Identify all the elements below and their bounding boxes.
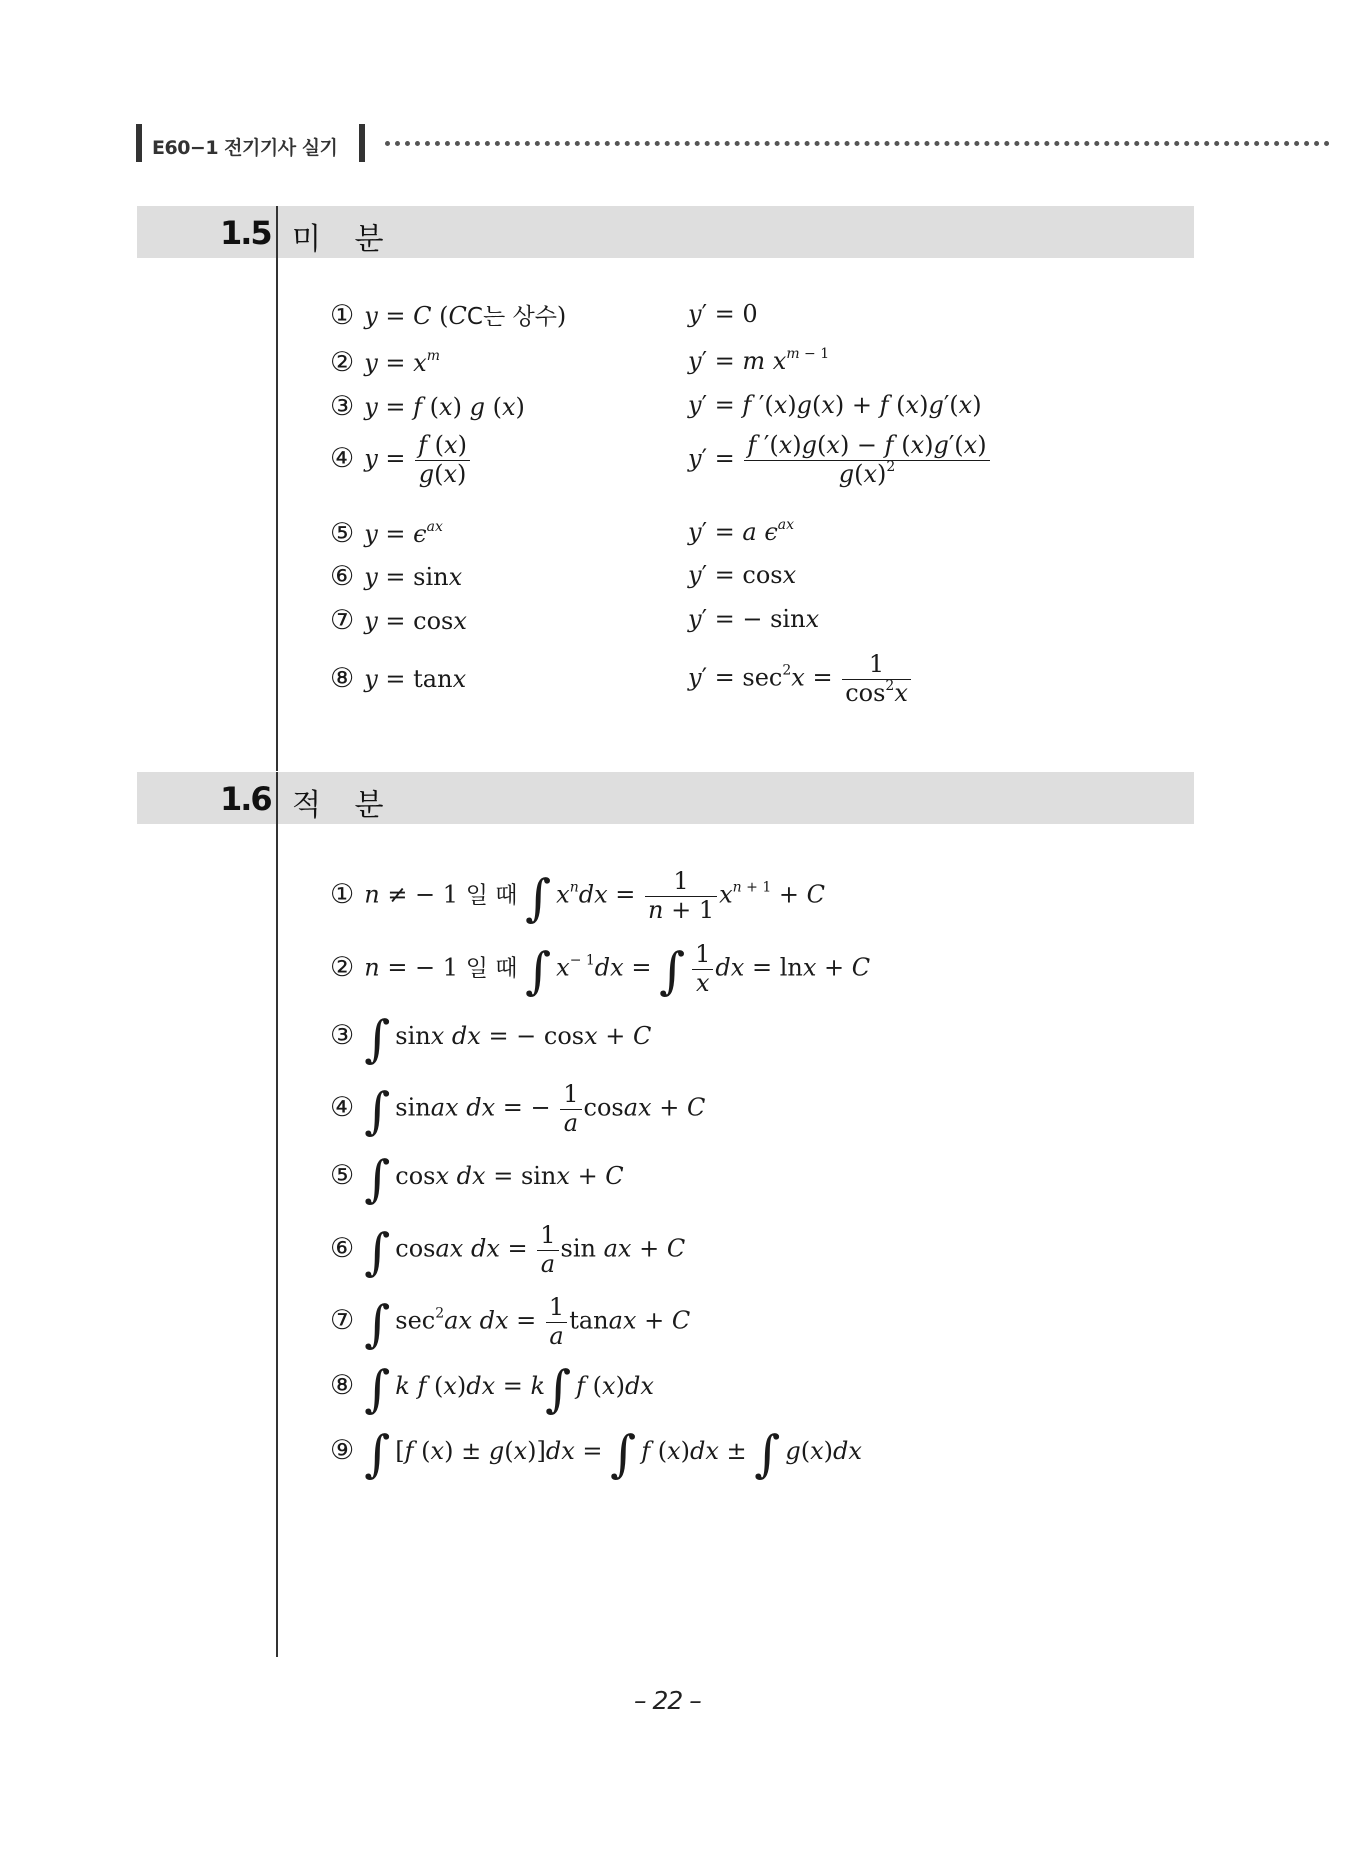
derivative-result-1: y′ = 0 — [688, 300, 758, 328]
section-number: 1.5 — [220, 214, 271, 252]
integral-rule-1: ① n ≠ − 1 일 때 ∫ $x^ndx$ = $\frac{1}{n + 1}$ $x^{n + 1} + C$ — [330, 867, 825, 927]
integral-rule-8: ⑧ ∫ k f (x)dx = k∫ f (x)dx — [330, 1360, 654, 1418]
section-divider-line — [276, 772, 278, 1657]
integral-rule-3: ③ ∫ sinx dx = − cosx + C — [330, 1010, 652, 1068]
derivative-result-6: y′ = cosx — [688, 561, 797, 589]
derivative-rule-8: ⑧ y = tanx — [330, 663, 467, 694]
derivative-rule-5: ⑤ $y = \epsilon^{ax}$ — [330, 518, 443, 549]
derivative-rule-3: ③ y = f (x) g (x) — [330, 391, 525, 422]
derivative-rule-2: ② $y = x^m$ — [330, 347, 440, 378]
header-bar-left — [136, 124, 142, 162]
section-title: 미 분 — [292, 222, 396, 257]
derivative-rule-6: ⑥ y = sinx — [330, 561, 463, 592]
header-bar-right — [359, 124, 365, 162]
derivative-rule-7: ⑦ y = cosx — [330, 605, 467, 636]
integral-rule-7: ⑦ ∫ $\sec^2ax$ dx = $\frac{1}{a}$ tanax + C — [330, 1293, 691, 1353]
header-title: E60−1 전기기사 실기 — [152, 137, 338, 159]
integral-rule-6: ⑥ ∫ cosax dx = $\frac{1}{a}$ sin ax + C — [330, 1221, 686, 1281]
derivative-rule-4: ④ y = $\frac{f (x)}{g(x)}$ — [330, 432, 472, 488]
integral-rule-9: ⑨ ∫ [f (x) ± g(x)]dx = ∫ f (x)dx ± ∫ g(x)dx — [330, 1425, 862, 1483]
integral-rule-5: ⑤ ∫ cosx dx = sinx + C — [330, 1150, 624, 1208]
section-number: 1.6 — [220, 780, 271, 818]
derivative-result-3: y′ = f ′(x)g(x) + f (x)g′(x) — [688, 391, 982, 419]
derivative-result-2: y′ = m $x^{m - 1}$ — [688, 346, 830, 375]
integral-rule-2: ② n = − 1 일 때 ∫ $x^{- 1}dx$ = ∫ $\frac{1}{x}$ dx = lnx + C — [330, 940, 871, 1000]
page-number: – 22 – — [634, 1686, 701, 1715]
section-divider-line — [276, 206, 278, 771]
derivative-rule-1: ① y = C (CC는 상수) — [330, 300, 567, 331]
integral-rule-4: ④ ∫ sinax dx = − $\frac{1}{a}$ cosax + C — [330, 1080, 706, 1140]
derivative-result-4: y′ = $\frac{f '(x)g(x) - f (x)g'(x)}{g(x)^2}$ — [688, 432, 992, 488]
section-title: 적 분 — [292, 788, 396, 823]
derivative-result-5: y′ = a $\epsilon^{ax}$ — [688, 517, 795, 546]
header-dotted-rule — [385, 141, 1330, 146]
derivative-result-8: $y' = \sec^2x$ = $\frac{1}{\cos^2x}$ — [688, 651, 913, 707]
derivative-result-7: y′ = − sinx — [688, 605, 820, 633]
